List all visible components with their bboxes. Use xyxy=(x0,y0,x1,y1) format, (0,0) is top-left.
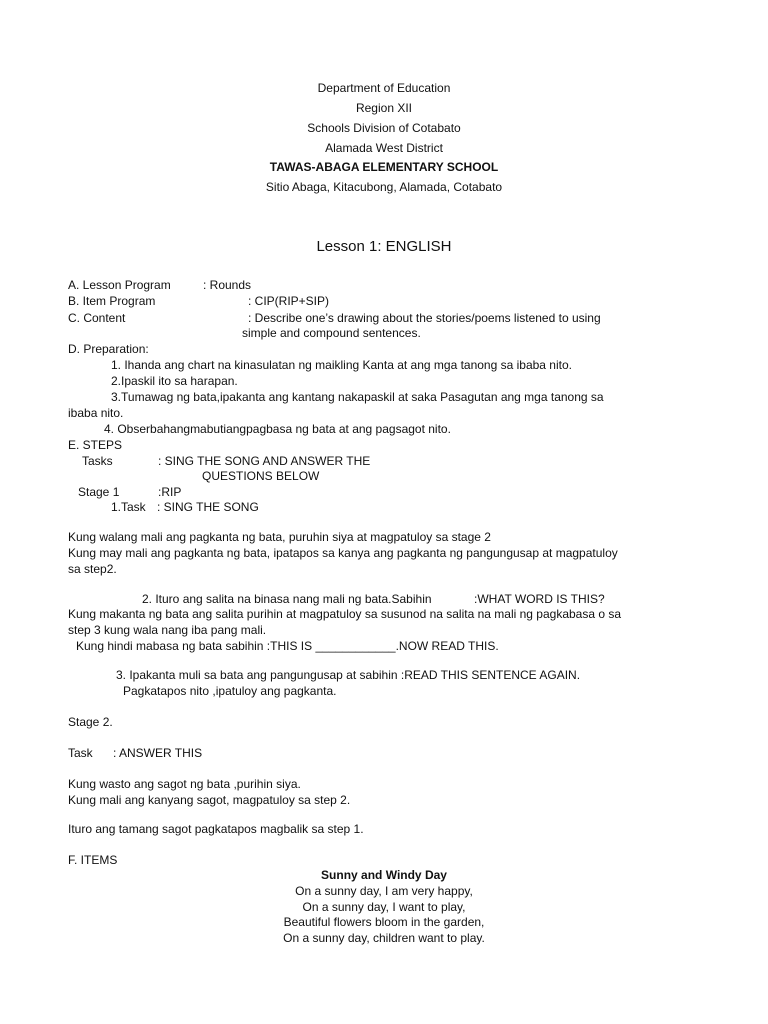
stage-2-label: Stage 2. xyxy=(68,715,113,729)
step-3-cont: Pagkatapos nito ,ipatuloy ang pagkanta. xyxy=(123,684,337,698)
header-department: Department of Education xyxy=(317,81,451,95)
section-c-label: C. Content xyxy=(68,311,126,325)
stage-1-label: Stage 1 xyxy=(78,485,120,499)
section-d-item-3: 3.Tumawag ng bata,ipakanta ang kantang nakapaskil at saka Pasagutan ang mga tanong sa xyxy=(111,390,604,404)
paragraph-2: Kung may mali ang pagkanta ng bata, ipatapos sa kanya ang pagkanta ng pangungusap at magpatuloy xyxy=(68,546,618,560)
step-2-say: :WHAT WORD IS THIS? xyxy=(474,592,605,606)
section-d-item-2: 2.Ipaskil ito sa harapan. xyxy=(111,374,238,388)
header-division: Schools Division of Cotabato xyxy=(307,121,461,135)
header-school-name: TAWAS-ABAGA ELEMENTARY SCHOOL xyxy=(269,160,499,174)
poem-line-3: Beautiful flowers bloom in the garden, xyxy=(283,915,485,929)
tasks-label: Tasks xyxy=(82,454,113,468)
section-c-value-2: simple and compound sentences. xyxy=(242,326,421,340)
task-1-value: : SING THE SONG xyxy=(157,500,259,514)
step-3-text: 3. Ipakanta muli sa bata ang pangungusap at sabihin :READ THIS SENTENCE AGAIN. xyxy=(116,668,581,682)
section-d-label: D. Preparation: xyxy=(68,342,149,356)
section-e-label: E. STEPS xyxy=(68,438,123,452)
section-d-item-4: 4. Obserbahangmabutiangpagbasa ng bata at ang pagsagot nito. xyxy=(104,422,451,436)
section-d-item-1: 1. Ihanda ang chart na kinasulatan ng maikling Kanta at ang mga tanong sa ibaba nito. xyxy=(111,358,572,372)
task-1-label: 1.Task xyxy=(111,500,146,514)
task-2-value: : ANSWER THIS xyxy=(113,746,203,760)
section-d-item-3-cont: ibaba nito. xyxy=(68,406,124,420)
task-2-label: Task xyxy=(68,746,93,760)
poem-title: Sunny and Windy Day xyxy=(321,868,447,882)
section-a-label: A. Lesson Program xyxy=(68,278,171,292)
header-region: Region XII xyxy=(355,101,413,115)
stage-1-value: :RIP xyxy=(158,485,182,499)
paragraph-7: Ituro ang tamang sagot pagkatapos magbalik sa step 1. xyxy=(68,822,364,836)
poem-line-1: On a sunny day, I am very happy, xyxy=(295,884,473,898)
lesson-title: Lesson 1: ENGLISH xyxy=(316,238,452,255)
section-b-value: : CIP(RIP+SIP) xyxy=(248,294,330,308)
section-f-label: F. ITEMS xyxy=(68,853,118,867)
paragraph-3-cont: step 3 kung wala nang iba pang mali. xyxy=(68,623,267,637)
paragraph-5: Kung wasto ang sagot ng bata ,purihin siya. xyxy=(68,777,301,791)
paragraph-6: Kung mali ang kanyang sagot, magpatuloy sa step 2. xyxy=(68,793,351,807)
paragraph-4: Kung hindi mabasa ng bata sabihin :THIS IS ____________.NOW READ THIS. xyxy=(76,639,499,653)
section-c-value-1: : Describe one’s drawing about the stories/poems listened to using xyxy=(248,311,601,325)
tasks-value-1: : SING THE SONG AND ANSWER THE xyxy=(158,454,371,468)
paragraph-2-cont: sa step2. xyxy=(68,562,117,576)
tasks-value-2: QUESTIONS BELOW xyxy=(202,469,320,483)
paragraph-1: Kung walang mali ang pagkanta ng bata, puruhin siya at magpatuloy sa stage 2 xyxy=(68,530,491,544)
section-b-label: B. Item Program xyxy=(68,294,156,308)
section-a-value: : Rounds xyxy=(203,278,252,292)
paragraph-3: Kung makanta ng bata ang salita purihin at magpatuloy sa susunod na salita na mali ng pagkabasa o sa xyxy=(68,607,622,621)
poem-line-4: On a sunny day, children want to play. xyxy=(283,931,485,945)
step-2-text: 2. Ituro ang salita na binasa nang mali ng bata.Sabihin xyxy=(142,592,432,606)
header-address: Sitio Abaga, Kitacubong, Alamada, Cotabato xyxy=(265,180,503,194)
header-district: Alamada West District xyxy=(325,141,443,155)
poem-line-2: On a sunny day, I want to play, xyxy=(302,900,466,914)
